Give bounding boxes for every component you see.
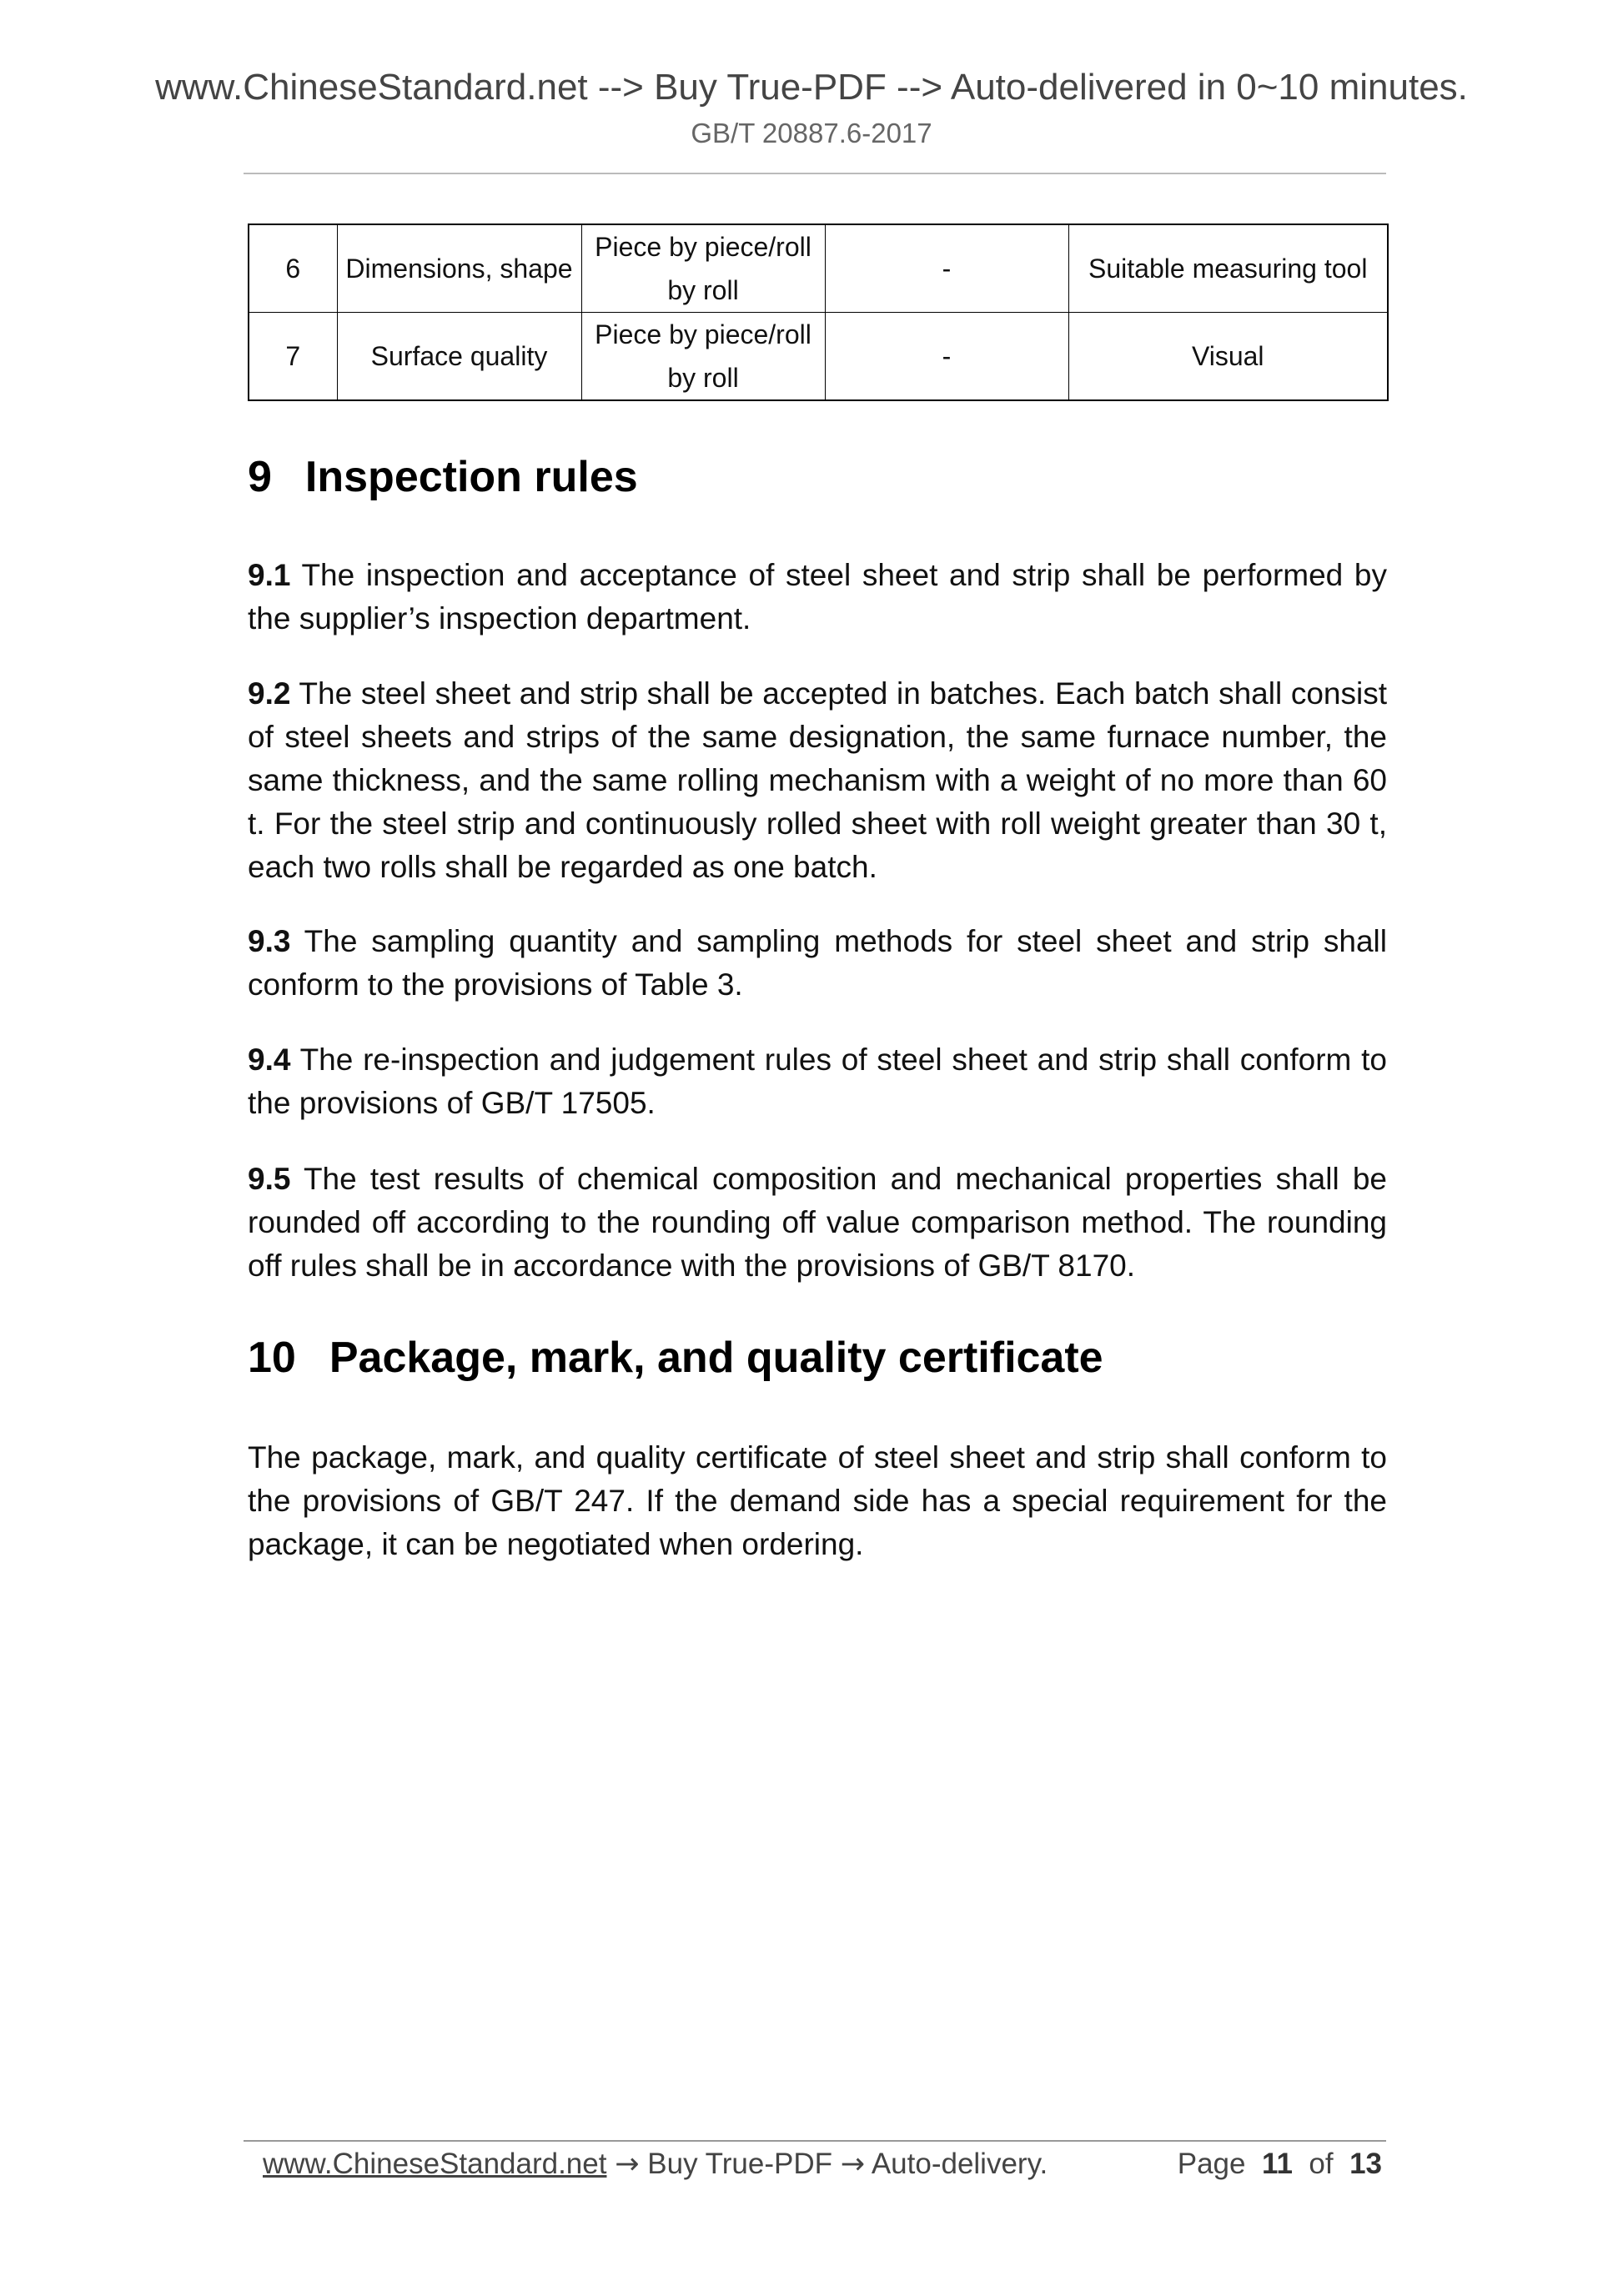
clause-number: 9.3 bbox=[248, 924, 291, 958]
standard-number: GB/T 20887.6-2017 bbox=[691, 118, 932, 148]
clause-text: The inspection and acceptance of steel sheet and strip shall be performed by the supplier’s inspection department. bbox=[248, 558, 1387, 636]
arrow-right-icon: → bbox=[840, 2148, 866, 2181]
table-cell-sampling: - bbox=[825, 313, 1068, 401]
footer-divider bbox=[244, 2140, 1386, 2142]
section-title: Package, mark, and quality certificate bbox=[329, 1334, 1103, 1382]
footer-text-delivery: Auto-delivery. bbox=[865, 2148, 1048, 2180]
section-9-heading-wrap bbox=[248, 450, 1387, 504]
section-number: 10 bbox=[248, 1334, 296, 1382]
clause-text: The re-inspection and judgement rules of steel sheet and strip shall conform to the provisions of GB/T 17505. bbox=[248, 1042, 1387, 1120]
section-number: 9 bbox=[248, 453, 272, 501]
page-label: Page bbox=[1177, 2148, 1246, 2180]
section-10-heading bbox=[248, 1331, 1387, 1384]
table-cell-item: Surface quality bbox=[337, 313, 581, 401]
section-9-heading bbox=[248, 450, 1387, 504]
arrow-right-icon: → bbox=[615, 2148, 640, 2181]
clause-9-1 bbox=[248, 554, 1387, 641]
clause-number: 9.2 bbox=[248, 676, 291, 711]
clause-number: 9.1 bbox=[248, 558, 291, 592]
page-current: 11 bbox=[1261, 2148, 1293, 2180]
clause-9-3 bbox=[248, 920, 1387, 1007]
table-row bbox=[249, 224, 1388, 313]
table-cell-frequency: Piece by piece/roll by roll bbox=[581, 313, 825, 401]
clause-number: 9.4 bbox=[248, 1042, 291, 1077]
table-cell-frequency: Piece by piece/roll by roll bbox=[581, 224, 825, 313]
section-10-heading-wrap bbox=[248, 1331, 1387, 1384]
clause-number: 9.5 bbox=[248, 1162, 291, 1196]
page-indicator bbox=[1178, 2143, 1382, 2185]
table-cell-no: 6 bbox=[249, 224, 337, 313]
clause-text: The sampling quantity and sampling methods for steel sheet and strip shall conform to the provisions of Table 3. bbox=[248, 924, 1387, 1002]
section-10-text: The package, mark, and quality certificate of steel sheet and strip shall conform to the provisions of GB/T 247. If the demand side has a special requirement for the package, it can be negotiated when ordering. bbox=[248, 1440, 1387, 1561]
header-divider bbox=[244, 173, 1386, 174]
footer-text-buy: Buy True-PDF bbox=[639, 2148, 841, 2180]
footer-link[interactable]: www.ChineseStandard.net bbox=[263, 2148, 607, 2180]
table-cell-method: Visual bbox=[1068, 313, 1388, 401]
clause-text: The steel sheet and strip shall be accepted in batches. Each batch shall consist of steel sheets and strips of the same designation, the same furnace number, the same thickness, and the same rolling mechanism with a weight of no more than 60 t. For the steel strip and continuously rolled sheet with roll weight greater than 30 t, each two rolls shall be regarded as one batch. bbox=[248, 676, 1387, 884]
footer bbox=[263, 2143, 1389, 2185]
table-cell-method: Suitable measuring tool bbox=[1068, 224, 1388, 313]
inspection-table bbox=[248, 224, 1389, 401]
table-cell-sampling: - bbox=[825, 224, 1068, 313]
header-banner[interactable]: www.ChineseStandard.net --> Buy True-PDF --> Auto-delivered in 0~10 minutes. bbox=[155, 67, 1468, 108]
section-title: Inspection rules bbox=[304, 453, 638, 501]
clause-text: The test results of chemical composition and mechanical properties shall be rounded off according to the rounding off value comparison method. The rounding off rules shall be in accordance with the provisions of GB/T 8170. bbox=[248, 1162, 1387, 1283]
table-cell-no: 7 bbox=[249, 313, 337, 401]
table-row bbox=[249, 313, 1388, 401]
page-total: 13 bbox=[1349, 2148, 1382, 2180]
clause-9-4 bbox=[248, 1038, 1387, 1125]
of-label: of bbox=[1309, 2148, 1334, 2180]
clause-9-2 bbox=[248, 672, 1387, 889]
clause-9-5 bbox=[248, 1158, 1387, 1288]
section-10-body bbox=[248, 1436, 1387, 1566]
table-cell-item: Dimensions, shape bbox=[337, 224, 581, 313]
